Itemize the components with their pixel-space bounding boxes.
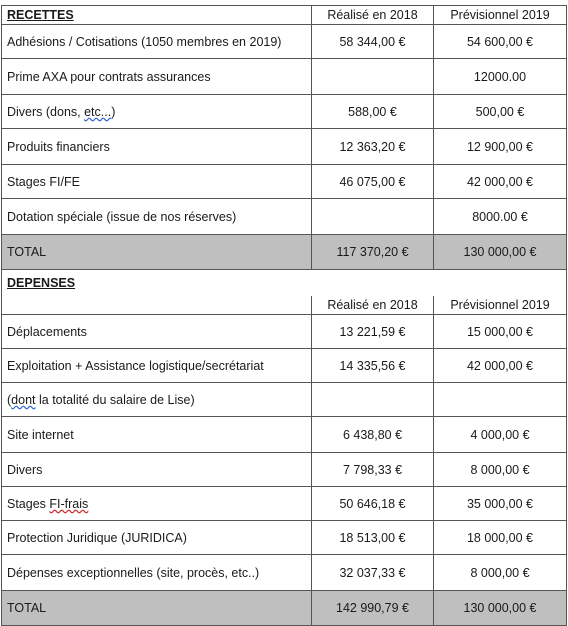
empty-cell (2, 296, 312, 315)
recettes-total-row (2, 235, 567, 270)
table-row (2, 417, 567, 453)
spellcheck-underlined-word: etc... (84, 104, 112, 119)
total-2019: 130 000,00 € (434, 591, 567, 626)
value-2018: 32 037,33 € (312, 555, 434, 591)
value-2019: 42 000,00 € (434, 349, 567, 383)
value-2019: 35 000,00 € (434, 487, 567, 521)
table-row (2, 521, 567, 555)
value-2018: 50 646,18 € (312, 487, 434, 521)
value-2018: 18 513,00 € (312, 521, 434, 555)
recettes-title: RECETTES (2, 6, 312, 25)
value-2019: 12 900,00 € (434, 129, 567, 165)
value-2018: 12 363,20 € (312, 129, 434, 165)
table-row (2, 95, 567, 129)
depenses-col-2019: Prévisionnel 2019 (434, 296, 567, 315)
recettes-header-row (2, 6, 567, 25)
value-2018: 46 075,00 € (312, 165, 434, 199)
table-row (2, 199, 567, 235)
row-label: Site internet (2, 417, 312, 453)
value-2019: 42 000,00 € (434, 165, 567, 199)
depenses-col-2018: Réalisé en 2018 (312, 296, 434, 315)
depenses-header-row (2, 270, 567, 297)
recettes-col-2019: Prévisionnel 2019 (434, 6, 567, 25)
depenses-columns-row (2, 296, 567, 315)
depenses-total-row (2, 591, 567, 626)
table-row (2, 129, 567, 165)
value-2019: 15 000,00 € (434, 315, 567, 349)
value-2018: 588,00 € (312, 95, 434, 129)
value-2018: 13 221,59 € (312, 315, 434, 349)
value-2019: 500,00 € (434, 95, 567, 129)
depenses-title: DEPENSES (2, 270, 567, 297)
value-2018 (312, 383, 434, 417)
value-2019: 12000.00 (434, 59, 567, 95)
table-row (2, 487, 567, 521)
table-row (2, 349, 567, 383)
value-2018: 14 335,56 € (312, 349, 434, 383)
total-label: TOTAL (2, 235, 312, 270)
row-label: Exploitation + Assistance logistique/secrétariat (2, 349, 312, 383)
spellcheck-underlined-word: FI-frais (49, 496, 89, 511)
row-label: (dont la totalité du salaire de Lise) (2, 383, 312, 417)
row-label: Adhésions / Cotisations (1050 membres en 2019) (2, 25, 312, 59)
value-2018: 58 344,00 € (312, 25, 434, 59)
row-label: Divers (dons, etc...) (2, 95, 312, 129)
value-2019 (434, 383, 567, 417)
table-row (2, 59, 567, 95)
value-2019: 8 000,00 € (434, 453, 567, 487)
value-2018 (312, 199, 434, 235)
value-2018: 6 438,80 € (312, 417, 434, 453)
table-row (2, 555, 567, 591)
table-row (2, 165, 567, 199)
value-2019: 8000.00 € (434, 199, 567, 235)
value-2019: 8 000,00 € (434, 555, 567, 591)
table-row (2, 25, 567, 59)
value-2019: 4 000,00 € (434, 417, 567, 453)
recettes-col-2018: Réalisé en 2018 (312, 6, 434, 25)
row-label: Divers (2, 453, 312, 487)
table-row (2, 315, 567, 349)
value-2018: 7 798,33 € (312, 453, 434, 487)
row-label: Déplacements (2, 315, 312, 349)
row-label: Protection Juridique (JURIDICA) (2, 521, 312, 555)
row-label: Dotation spéciale (issue de nos réserves) (2, 199, 312, 235)
row-label: Produits financiers (2, 129, 312, 165)
total-label: TOTAL (2, 591, 312, 626)
value-2019: 54 600,00 € (434, 25, 567, 59)
total-2019: 130 000,00 € (434, 235, 567, 270)
row-label: Stages FI/FE (2, 165, 312, 199)
budget-table (1, 5, 567, 626)
spellcheck-underlined-word: dont (11, 392, 36, 407)
total-2018: 117 370,20 € (312, 235, 434, 270)
total-2018: 142 990,79 € (312, 591, 434, 626)
value-2018 (312, 59, 434, 95)
table-row (2, 453, 567, 487)
row-label: Stages FI-frais (2, 487, 312, 521)
value-2019: 18 000,00 € (434, 521, 567, 555)
row-label: Dépenses exceptionnelles (site, procès, etc..) (2, 555, 312, 591)
table-row (2, 383, 567, 417)
row-label: Prime AXA pour contrats assurances (2, 59, 312, 95)
